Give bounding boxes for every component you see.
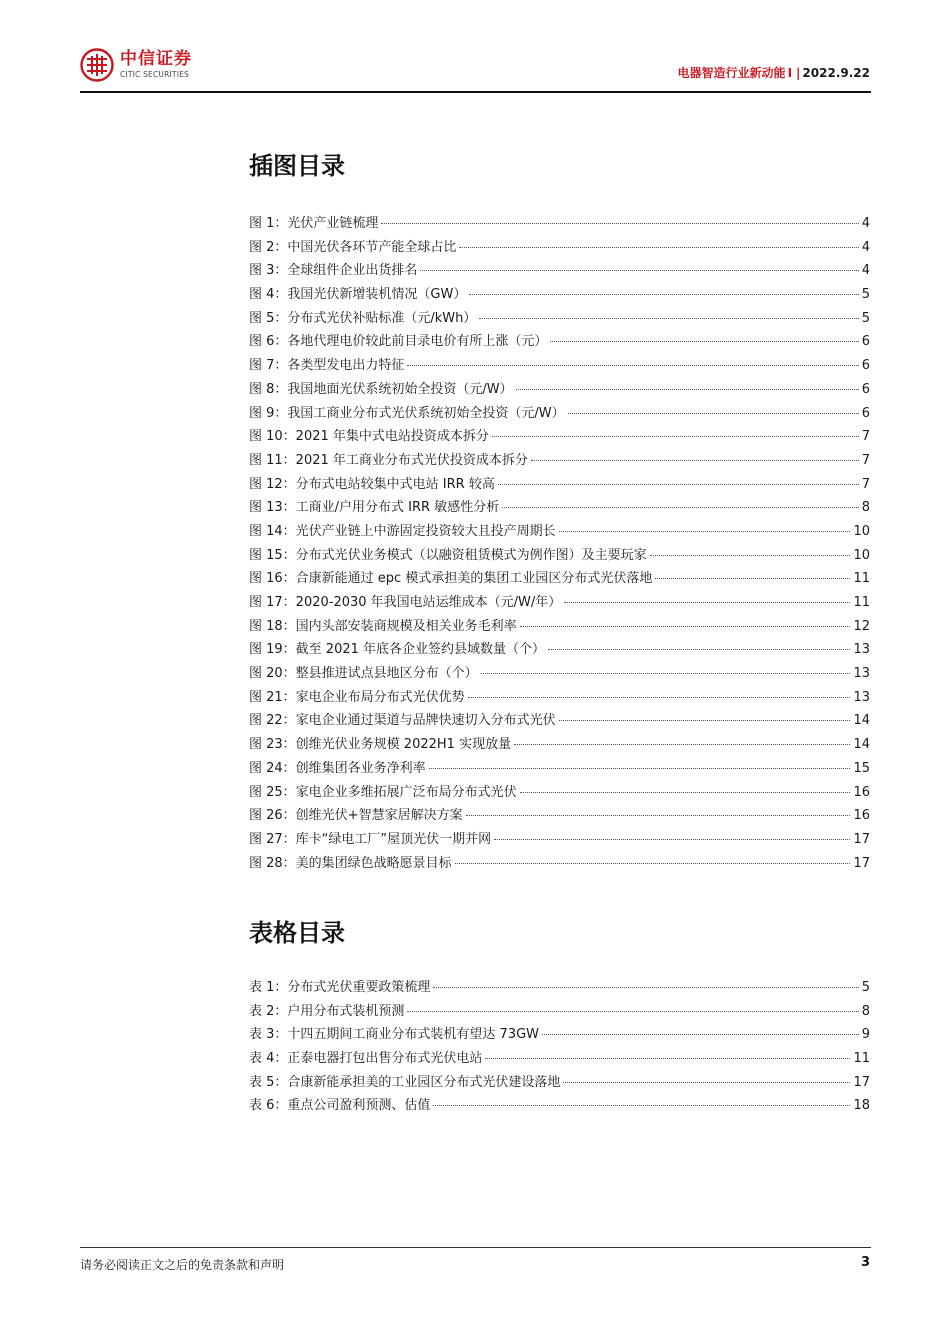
page-header: [80, 40, 870, 92]
dot-leader: [498, 484, 859, 485]
dot-leader: [485, 1058, 850, 1059]
figure-entry-label: 图 16：合康新能通过 epc 模式承担美的集团工业园区分布式光伏落地: [249, 571, 653, 587]
figure-entry-page: 5: [861, 287, 870, 303]
figure-entry-label: 图 11：2021 年工商业分布式光伏投资成本拆分: [249, 452, 528, 468]
figure-entry-label: 图 5：分布式光伏补贴标准（元/kWh）: [249, 310, 477, 326]
table-entry-page: 18: [853, 1098, 870, 1114]
dot-leader: [655, 578, 850, 579]
figure-toc-entry[interactable]: [249, 473, 870, 497]
figure-toc-entry[interactable]: [249, 520, 870, 544]
dot-leader: [429, 768, 851, 769]
figure-toc-entry[interactable]: [249, 567, 870, 591]
dot-leader: [548, 649, 850, 650]
figure-toc-entry[interactable]: [249, 852, 870, 876]
figure-entry-page: 13: [853, 642, 870, 658]
table-entry-label: 表 2：户用分布式装机预测: [249, 1003, 405, 1019]
table-entry-page: 9: [861, 1027, 870, 1043]
figure-entry-label: 图 25：家电企业多维拓展广泛布局分布式光伏: [249, 784, 517, 800]
figure-entry-page: 11: [853, 571, 870, 587]
figure-entry-page: 17: [853, 855, 870, 871]
figure-toc-entry[interactable]: [249, 259, 870, 283]
figure-entry-page: 6: [861, 358, 870, 374]
figure-entry-page: 11: [853, 595, 870, 610]
dot-leader: [559, 531, 851, 532]
figure-entry-page: 14: [853, 737, 870, 753]
report-meta: 电器智造行业新动能 I | 2022.9.22: [677, 66, 870, 80]
figure-entry-page: 7: [861, 429, 870, 445]
page-number: 3: [860, 1255, 870, 1270]
dot-leader: [650, 555, 851, 556]
figure-entry-label: 图 4：我国光伏新增装机情况（GW）: [249, 287, 467, 303]
figure-toc-entry[interactable]: [249, 496, 870, 520]
dot-leader: [502, 507, 859, 508]
figure-toc-entry[interactable]: [249, 449, 870, 473]
dot-leader: [407, 1011, 858, 1012]
figure-entry-label: 图 17：2020-2030 年我国电站运维成本（元/W/年）: [249, 595, 562, 610]
dot-leader: [494, 839, 850, 840]
tables-section-title: 表格目录: [249, 919, 345, 947]
figure-entry-page: 10: [853, 547, 870, 563]
figure-toc-entry[interactable]: [249, 544, 870, 568]
figure-toc-entry[interactable]: [249, 733, 870, 757]
dot-leader: [568, 413, 859, 414]
figure-entry-page: 7: [861, 452, 870, 468]
dot-leader: [455, 863, 851, 864]
logo-chinese-name: 中信证券: [120, 49, 192, 70]
dot-leader: [516, 389, 859, 390]
dot-leader: [433, 987, 858, 988]
dot-leader: [559, 720, 851, 721]
footer-disclaimer: 请务必阅读正文之后的免责条款和声明: [80, 1258, 285, 1272]
figure-entry-label: 图 26：创维光伏+智慧家居解决方案: [249, 808, 463, 824]
table-entry-page: 17: [853, 1074, 870, 1090]
dot-leader: [407, 365, 858, 366]
dot-leader: [469, 294, 858, 295]
figure-entry-page: 16: [853, 784, 870, 800]
dot-leader: [563, 1082, 850, 1083]
figure-entry-page: 16: [853, 808, 870, 824]
citic-logo-icon: [80, 48, 114, 82]
figure-entry-label: 图 22：家电企业通过渠道与品牌快速切入分布式光伏: [249, 713, 556, 729]
figure-entry-label: 图 20：整县推进试点县地区分布（个）: [249, 666, 478, 682]
dot-leader: [433, 1105, 850, 1106]
figure-entry-page: 4: [861, 239, 870, 255]
table-entry-label: 表 6：重点公司盈利预测、估值: [249, 1098, 431, 1114]
dot-leader: [564, 602, 850, 603]
dot-leader: [531, 460, 859, 461]
dot-leader: [479, 318, 858, 319]
table-toc-entry[interactable]: [249, 1023, 870, 1047]
figure-entry-label: 图 6：各地代理电价较此前目录电价有所上涨（元）: [249, 334, 548, 350]
table-entry-page: 5: [861, 980, 870, 995]
table-entry-label: 表 1：分布式光伏重要政策梳理: [249, 980, 431, 995]
figure-entry-label: 图 7：各类型发电出力特征: [249, 358, 405, 374]
figure-toc-entry[interactable]: [249, 236, 870, 260]
figure-entry-label: 图 28：美的集团绿色战略愿景目标: [249, 855, 452, 871]
figure-entry-label: 图 12：分布式电站较集中式电站 IRR 较高: [249, 476, 495, 492]
figure-entry-label: 图 15：分布式光伏业务模式（以融资租赁模式为例作图）及主要玩家: [249, 547, 647, 563]
figure-entry-label: 图 27：库卡“绿电工厂”屋顶光伏一期并网: [249, 831, 492, 847]
dot-leader: [459, 247, 858, 248]
table-entry-page: 8: [861, 1003, 870, 1019]
dot-leader: [466, 815, 851, 816]
table-toc-entry[interactable]: [249, 976, 870, 1000]
figure-entry-page: 10: [853, 523, 870, 539]
logo-english-name: CITIC SECURITIES: [120, 70, 190, 80]
dot-leader: [420, 270, 858, 271]
figure-toc-entry[interactable]: [249, 686, 870, 710]
figure-entry-page: 4: [861, 216, 870, 231]
figure-toc-entry[interactable]: [249, 709, 870, 733]
figure-toc-entry[interactable]: [249, 402, 870, 426]
figure-toc-entry[interactable]: [249, 307, 870, 331]
figure-entry-label: 图 2：中国光伏各环节产能全球占比: [249, 239, 457, 255]
dot-leader: [468, 697, 851, 698]
dot-leader: [550, 341, 858, 342]
figure-entry-label: 图 21：家电企业布局分布式光伏优势: [249, 689, 465, 705]
table-toc-entry[interactable]: [249, 1071, 870, 1095]
table-entry-label: 表 5：合康新能承担美的工业园区分布式光伏建设落地: [249, 1074, 561, 1090]
table-entry-page: 11: [853, 1051, 870, 1067]
figure-toc-entry[interactable]: [249, 330, 870, 354]
figure-entry-page: 15: [853, 760, 870, 776]
figure-toc-entry[interactable]: [249, 378, 870, 402]
dot-leader: [542, 1034, 859, 1035]
figure-entry-label: 图 19：截至 2021 年底各企业签约县域数量（个）: [249, 642, 546, 658]
figures-toc-list: [249, 212, 870, 875]
figure-entry-label: 图 14：光伏产业链上中游固定投资较大且投产周期长: [249, 523, 556, 539]
table-toc-entry[interactable]: [249, 1000, 870, 1024]
figure-entry-page: 4: [861, 263, 870, 279]
figure-entry-page: 5: [861, 310, 870, 326]
figure-entry-label: 图 8：我国地面光伏系统初始全投资（元/W）: [249, 381, 513, 397]
title-separator: I: [787, 66, 793, 80]
dot-leader: [514, 744, 850, 745]
dot-leader: [520, 626, 851, 627]
citic-logo: [80, 48, 192, 82]
dot-leader: [381, 223, 858, 224]
header-divider: [80, 91, 871, 93]
figure-toc-entry[interactable]: [249, 638, 870, 662]
table-toc-entry[interactable]: [249, 1047, 870, 1071]
figure-toc-entry[interactable]: [249, 828, 870, 852]
figure-toc-entry[interactable]: [249, 354, 870, 378]
figure-entry-page: 7: [861, 476, 870, 492]
figure-toc-entry[interactable]: [249, 212, 870, 236]
figure-entry-page: 6: [861, 405, 870, 421]
figure-entry-page: 6: [861, 334, 870, 350]
figure-toc-entry[interactable]: [249, 425, 870, 449]
figure-entry-label: 图 18：国内头部安装商规模及相关业务毛利率: [249, 618, 517, 634]
figures-section-title: 插图目录: [249, 152, 345, 180]
figure-entry-page: 8: [861, 500, 870, 516]
figure-entry-label: 图 10：2021 年集中式电站投资成本拆分: [249, 429, 489, 445]
figure-toc-entry[interactable]: [249, 757, 870, 781]
figure-entry-page: 13: [853, 689, 870, 705]
figure-entry-page: 14: [853, 713, 870, 729]
table-entry-label: 表 4：正泰电器打包出售分布式光伏电站: [249, 1051, 483, 1067]
report-date: 2022.9.22: [802, 66, 870, 80]
tables-toc-list: [249, 976, 870, 1118]
dot-leader: [492, 436, 859, 437]
figure-toc-entry[interactable]: [249, 781, 870, 805]
figure-toc-entry[interactable]: [249, 591, 870, 615]
figure-entry-label: 图 3：全球组件企业出货排名: [249, 263, 418, 279]
figure-entry-page: 6: [861, 381, 870, 397]
figure-entry-page: 13: [853, 666, 870, 682]
figure-entry-label: 图 13：工商业/户用分布式 IRR 敏感性分析: [249, 500, 500, 516]
figure-toc-entry[interactable]: [249, 615, 870, 639]
figure-toc-entry[interactable]: [249, 283, 870, 307]
figure-entry-label: 图 24：创维集团各业务净利率: [249, 760, 426, 776]
table-toc-entry[interactable]: [249, 1094, 870, 1118]
footer-divider: [80, 1247, 871, 1248]
figure-toc-entry[interactable]: [249, 662, 870, 686]
dot-leader: [481, 673, 851, 674]
figure-entry-label: 图 9：我国工商业分布式光伏系统初始全投资（元/W）: [249, 405, 565, 421]
dot-leader: [520, 792, 851, 793]
figure-entry-page: 12: [853, 618, 870, 634]
figure-entry-page: 17: [853, 831, 870, 847]
table-entry-label: 表 3：十四五期间工商业分布式装机有望达 73GW: [249, 1027, 540, 1043]
report-title: 电器智造行业新动能: [677, 66, 786, 80]
figure-entry-label: 图 1：光伏产业链梳理: [249, 216, 379, 231]
figure-toc-entry[interactable]: [249, 804, 870, 828]
figure-entry-label: 图 23：创维光伏业务规模 2022H1 实现放量: [249, 737, 512, 753]
